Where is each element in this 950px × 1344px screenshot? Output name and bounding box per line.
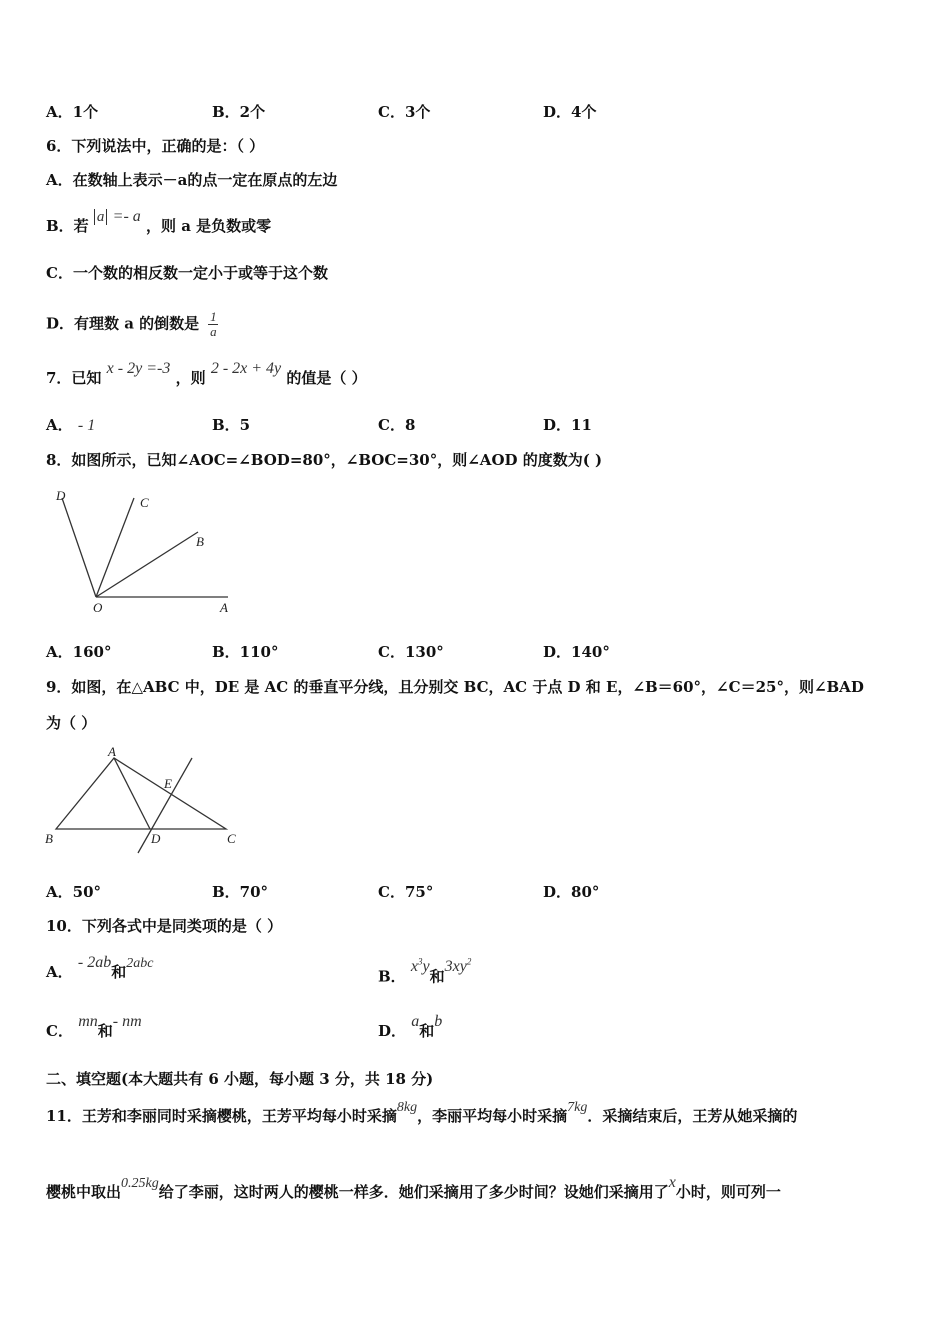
perpendicular-bisector-de <box>138 758 192 853</box>
q7-option-a <box>46 415 95 436</box>
q11-text6: 小时，则可列一 <box>675 1183 781 1201</box>
q8-stem: 8．如图所示，已知∠AOC=∠BOD=80°，∠BOC=30°，则∠AOD 的度数为( ) <box>46 451 603 469</box>
q9-option-c: C．75° <box>378 883 434 901</box>
label-d: D <box>151 831 161 846</box>
q9-option-b: B．70° <box>212 883 269 901</box>
q8-option-b: B．110° <box>212 643 279 661</box>
q6-option-b <box>46 208 272 237</box>
q6-d-prefix: D．有理数 a 的倒数是 <box>46 314 200 333</box>
label-b: B <box>196 534 204 549</box>
q11-rate-li: 7kg <box>567 1100 588 1115</box>
q10-c-term2: - nm <box>112 1013 142 1030</box>
label-e: E <box>164 776 172 791</box>
q10-d-term2: b <box>434 1013 443 1030</box>
q10-option-a <box>46 954 154 984</box>
triangle-abc <box>56 758 226 829</box>
q7-stem <box>46 360 367 389</box>
q10-a-and: 和 <box>111 963 127 981</box>
q7-option-a-label: A． <box>46 416 73 434</box>
q9-option-d: D．80° <box>543 883 600 901</box>
q10-option-a-label: A． <box>46 963 73 981</box>
q9-triangle-figure <box>40 740 250 865</box>
q11-amount: 0.25kg <box>121 1176 159 1191</box>
q9-option-a: A．50° <box>46 883 102 901</box>
label-c: C <box>140 495 149 510</box>
label-o: O <box>93 600 103 615</box>
q9-stem-line2: 为（ ） <box>46 714 97 732</box>
section-2-title: 二、填空题(本大题共有 6 小题，每小题 3 分，共 18 分) <box>46 1070 434 1088</box>
q5-option-d: D．4个 <box>543 103 597 121</box>
q7-option-c: C．8 <box>378 416 416 434</box>
q10-option-d-label: D． <box>378 1022 407 1040</box>
q11-text5: 给了李丽，这时两人的樱桃一样多．她们采摘用了多少时间？设她们采摘用了 <box>158 1183 669 1201</box>
q7-mid: ，则 <box>175 369 206 387</box>
q10-b-term2: $3xy^2$ <box>444 957 472 976</box>
q7-given-equation: x - 2y =-3 <box>106 360 171 377</box>
ray-ob <box>96 532 198 597</box>
label-c: C <box>227 831 236 846</box>
q6-b-suffix: ，则 a 是负数或零 <box>146 217 272 235</box>
q7-option-a-math: - 1 <box>77 417 96 434</box>
q10-option-d <box>378 1013 443 1042</box>
q10-option-c <box>46 1013 142 1042</box>
q7-prefix: 7．已知 <box>46 369 102 387</box>
q10-stem: 10．下列各式中是同类项的是（ ） <box>46 917 283 935</box>
q6-d-numerator: 1 <box>210 309 217 324</box>
q5-option-a: A．1个 <box>46 103 99 121</box>
q5-option-c: C．3个 <box>378 103 431 121</box>
q6-d-fraction <box>208 310 218 339</box>
q6-b-prefix: B．若 <box>46 217 89 235</box>
q7-expression: 2 - 2x + 4y <box>210 360 282 377</box>
q8-angle-figure <box>46 484 246 619</box>
q7-option-d: D．11 <box>543 416 592 434</box>
q7-option-b: B．5 <box>212 416 251 434</box>
q8-option-d: D．140° <box>543 643 610 661</box>
q10-d-term1: a <box>411 1013 420 1030</box>
q11-text1: 11．王芳和李丽同时采摘樱桃，王芳平均每小时采摘 <box>46 1107 397 1125</box>
q6-b-math: =- a <box>112 208 141 225</box>
q10-d-and: 和 <box>419 1022 435 1040</box>
label-a: A <box>220 600 228 615</box>
q6-b-abs-expression: a <box>94 209 108 225</box>
q9-stem-line1: 9．如图，在△ABC 中，DE 是 AC 的垂直平分线，且分别交 BC，AC 于点 D 和 E，∠B＝60°，∠C＝25°，则∠BAD <box>46 678 864 696</box>
q11-text2: ，李丽平均每小时采摘 <box>417 1107 568 1125</box>
q11-line2 <box>46 1174 781 1204</box>
label-a: A <box>108 744 116 759</box>
q6-option-d <box>46 310 222 339</box>
q6-d-denominator: a <box>210 324 217 339</box>
ray-od <box>62 498 96 597</box>
q11-text4: 樱桃中取出 <box>46 1183 122 1201</box>
q6-option-c: C．一个数的相反数一定小于或等于这个数 <box>46 264 328 282</box>
q10-b-term1: $x^3y$ <box>410 957 430 976</box>
q10-option-b-label: B． <box>378 967 406 986</box>
q10-a-term1: - 2ab <box>77 954 112 971</box>
label-b: B <box>45 831 53 846</box>
q8-option-c: C．130° <box>378 643 444 661</box>
q10-c-term1: mn <box>78 1013 98 1030</box>
q7-suffix: 的值是（ ） <box>286 369 367 387</box>
ray-oc <box>96 498 134 597</box>
q6-option-a: A．在数轴上表示－a的点一定在原点的左边 <box>46 171 338 189</box>
q10-b-and: 和 <box>429 967 445 986</box>
q11-text3: ．采摘结束后，王芳从她采摘的 <box>587 1107 798 1125</box>
q10-a-term2: 2abc <box>126 956 154 971</box>
q5-option-b: B．2个 <box>212 103 266 121</box>
q11-variable-x: x <box>668 1174 676 1191</box>
q10-c-and: 和 <box>97 1022 113 1040</box>
q10-option-b <box>378 957 472 987</box>
q8-option-a: A．160° <box>46 643 112 661</box>
q11-line1 <box>46 1100 798 1128</box>
q6-stem: 6．下列说法中，正确的是：（ ） <box>46 137 265 155</box>
label-d: D <box>56 488 66 503</box>
q10-option-c-label: C． <box>46 1022 73 1040</box>
q11-rate-wang: 8kg <box>396 1100 418 1115</box>
